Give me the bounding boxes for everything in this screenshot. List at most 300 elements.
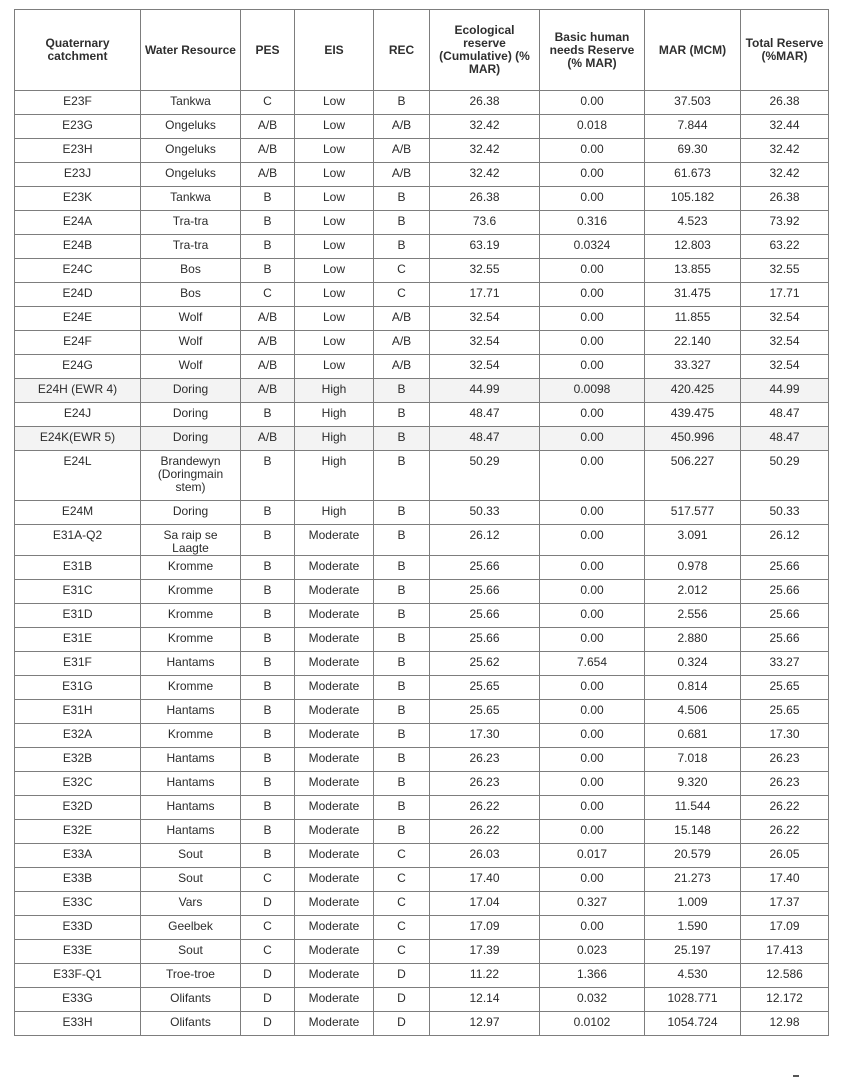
bhn-reserve-cell: 0.00 bbox=[540, 868, 645, 892]
ecological-reserve-cell: 32.42 bbox=[430, 163, 540, 187]
catchment-cell: E23G bbox=[15, 115, 141, 139]
ecological-reserve-cell: 25.66 bbox=[430, 556, 540, 580]
eis-cell: Moderate bbox=[295, 796, 374, 820]
ecological-reserve-cell: 25.65 bbox=[430, 700, 540, 724]
rec-cell: C bbox=[374, 283, 430, 307]
catchment-cell: E31B bbox=[15, 556, 141, 580]
mar-cell: 7.018 bbox=[645, 748, 741, 772]
ecological-reserve-cell: 48.47 bbox=[430, 403, 540, 427]
pes-cell: B bbox=[241, 820, 295, 844]
mar-cell: 37.503 bbox=[645, 91, 741, 115]
mar-cell: 12.803 bbox=[645, 235, 741, 259]
mar-cell: 33.327 bbox=[645, 355, 741, 379]
ecological-reserve-cell: 44.99 bbox=[430, 379, 540, 403]
eis-cell: High bbox=[295, 427, 374, 451]
total-reserve-cell: 25.66 bbox=[741, 556, 829, 580]
pes-cell: D bbox=[241, 964, 295, 988]
mar-cell: 439.475 bbox=[645, 403, 741, 427]
table-row bbox=[15, 772, 829, 796]
mar-cell: 22.140 bbox=[645, 331, 741, 355]
mar-cell: 9.320 bbox=[645, 772, 741, 796]
table-row bbox=[15, 427, 829, 451]
ecological-reserve-cell: 26.22 bbox=[430, 820, 540, 844]
eis-cell: Low bbox=[295, 307, 374, 331]
bhn-reserve-cell: 0.00 bbox=[540, 772, 645, 796]
mar-cell: 420.425 bbox=[645, 379, 741, 403]
mar-cell: 4.523 bbox=[645, 211, 741, 235]
water-resource-cell: Kromme bbox=[141, 676, 241, 700]
catchment-cell: E31G bbox=[15, 676, 141, 700]
table-row bbox=[15, 604, 829, 628]
pes-cell: B bbox=[241, 211, 295, 235]
total-reserve-cell: 25.66 bbox=[741, 604, 829, 628]
table-header bbox=[15, 10, 829, 91]
table-row bbox=[15, 501, 829, 525]
mar-cell: 3.091 bbox=[645, 525, 741, 556]
eis-cell: Moderate bbox=[295, 724, 374, 748]
water-resource-cell: Ongeluks bbox=[141, 139, 241, 163]
column-header-bhn-reserve: Basic human needs Reserve (% MAR) bbox=[540, 10, 645, 91]
water-resource-cell: Olifants bbox=[141, 1012, 241, 1036]
water-resource-cell: Kromme bbox=[141, 556, 241, 580]
eis-cell: Moderate bbox=[295, 772, 374, 796]
catchment-cell: E33A bbox=[15, 844, 141, 868]
mar-cell: 2.556 bbox=[645, 604, 741, 628]
catchment-cell: E24G bbox=[15, 355, 141, 379]
rec-cell: B bbox=[374, 604, 430, 628]
eis-cell: Moderate bbox=[295, 676, 374, 700]
table-row bbox=[15, 307, 829, 331]
bhn-reserve-cell: 0.00 bbox=[540, 580, 645, 604]
water-resource-cell: Hantams bbox=[141, 652, 241, 676]
total-reserve-cell: 25.66 bbox=[741, 580, 829, 604]
ecological-reserve-cell: 17.04 bbox=[430, 892, 540, 916]
mar-cell: 11.544 bbox=[645, 796, 741, 820]
eis-cell: Low bbox=[295, 91, 374, 115]
total-reserve-cell: 17.37 bbox=[741, 892, 829, 916]
eis-cell: Moderate bbox=[295, 652, 374, 676]
bhn-reserve-cell: 0.00 bbox=[540, 628, 645, 652]
mar-cell: 0.681 bbox=[645, 724, 741, 748]
catchment-cell: E24J bbox=[15, 403, 141, 427]
total-reserve-cell: 26.22 bbox=[741, 820, 829, 844]
bhn-reserve-cell: 0.327 bbox=[540, 892, 645, 916]
table-row bbox=[15, 91, 829, 115]
mar-cell: 31.475 bbox=[645, 283, 741, 307]
mar-cell: 105.182 bbox=[645, 187, 741, 211]
total-reserve-cell: 26.22 bbox=[741, 796, 829, 820]
mar-cell: 0.814 bbox=[645, 676, 741, 700]
total-reserve-cell: 48.47 bbox=[741, 403, 829, 427]
total-reserve-cell: 25.66 bbox=[741, 628, 829, 652]
catchment-cell: E23J bbox=[15, 163, 141, 187]
catchment-cell: E33G bbox=[15, 988, 141, 1012]
eis-cell: High bbox=[295, 403, 374, 427]
eis-cell: Moderate bbox=[295, 604, 374, 628]
rec-cell: B bbox=[374, 211, 430, 235]
column-header-mar: MAR (MCM) bbox=[645, 10, 741, 91]
eis-cell: Low bbox=[295, 163, 374, 187]
table-row bbox=[15, 115, 829, 139]
eis-cell: Low bbox=[295, 211, 374, 235]
table-row bbox=[15, 211, 829, 235]
bhn-reserve-cell: 0.00 bbox=[540, 403, 645, 427]
bhn-reserve-cell: 0.00 bbox=[540, 427, 645, 451]
eis-cell: Moderate bbox=[295, 940, 374, 964]
pes-cell: B bbox=[241, 580, 295, 604]
bhn-reserve-cell: 0.00 bbox=[540, 163, 645, 187]
rec-cell: A/B bbox=[374, 163, 430, 187]
reserve-table bbox=[14, 9, 829, 1036]
rec-cell: B bbox=[374, 796, 430, 820]
catchment-cell: E24A bbox=[15, 211, 141, 235]
rec-cell: B bbox=[374, 652, 430, 676]
column-header-total-reserve: Total Reserve (%MAR) bbox=[741, 10, 829, 91]
eis-cell: Moderate bbox=[295, 580, 374, 604]
eis-cell: Low bbox=[295, 187, 374, 211]
water-resource-cell: Hantams bbox=[141, 772, 241, 796]
bhn-reserve-cell: 0.00 bbox=[540, 331, 645, 355]
total-reserve-cell: 25.65 bbox=[741, 676, 829, 700]
mar-cell: 2.880 bbox=[645, 628, 741, 652]
column-header-pes: PES bbox=[241, 10, 295, 91]
table-row bbox=[15, 163, 829, 187]
eis-cell: Moderate bbox=[295, 1012, 374, 1036]
pes-cell: B bbox=[241, 844, 295, 868]
ecological-reserve-cell: 32.42 bbox=[430, 139, 540, 163]
catchment-cell: E31E bbox=[15, 628, 141, 652]
catchment-cell: E24H (EWR 4) bbox=[15, 379, 141, 403]
header-row bbox=[15, 10, 829, 91]
total-reserve-cell: 26.38 bbox=[741, 91, 829, 115]
catchment-cell: E31H bbox=[15, 700, 141, 724]
column-header-catchment: Quaternary catchment bbox=[15, 10, 141, 91]
total-reserve-cell: 17.413 bbox=[741, 940, 829, 964]
total-reserve-cell: 17.30 bbox=[741, 724, 829, 748]
pes-cell: B bbox=[241, 451, 295, 501]
total-reserve-cell: 12.586 bbox=[741, 964, 829, 988]
ecological-reserve-cell: 26.03 bbox=[430, 844, 540, 868]
total-reserve-cell: 26.05 bbox=[741, 844, 829, 868]
water-resource-cell: Wolf bbox=[141, 307, 241, 331]
total-reserve-cell: 17.71 bbox=[741, 283, 829, 307]
water-resource-cell: Wolf bbox=[141, 355, 241, 379]
rec-cell: B bbox=[374, 451, 430, 501]
pes-cell: B bbox=[241, 796, 295, 820]
ecological-reserve-cell: 50.33 bbox=[430, 501, 540, 525]
bhn-reserve-cell: 0.018 bbox=[540, 115, 645, 139]
pes-cell: C bbox=[241, 91, 295, 115]
pes-cell: A/B bbox=[241, 307, 295, 331]
ecological-reserve-cell: 50.29 bbox=[430, 451, 540, 501]
reserve-table-container bbox=[14, 9, 828, 1036]
bhn-reserve-cell: 0.00 bbox=[540, 700, 645, 724]
rec-cell: A/B bbox=[374, 307, 430, 331]
column-header-rec: REC bbox=[374, 10, 430, 91]
table-row bbox=[15, 628, 829, 652]
pes-cell: B bbox=[241, 525, 295, 556]
rec-cell: B bbox=[374, 724, 430, 748]
bhn-reserve-cell: 0.0098 bbox=[540, 379, 645, 403]
mar-cell: 69.30 bbox=[645, 139, 741, 163]
mar-cell: 61.673 bbox=[645, 163, 741, 187]
rec-cell: D bbox=[374, 964, 430, 988]
ecological-reserve-cell: 17.71 bbox=[430, 283, 540, 307]
table-row bbox=[15, 283, 829, 307]
total-reserve-cell: 26.38 bbox=[741, 187, 829, 211]
ecological-reserve-cell: 32.55 bbox=[430, 259, 540, 283]
bhn-reserve-cell: 0.00 bbox=[540, 676, 645, 700]
rec-cell: B bbox=[374, 580, 430, 604]
mar-cell: 0.978 bbox=[645, 556, 741, 580]
mar-cell: 517.577 bbox=[645, 501, 741, 525]
rec-cell: D bbox=[374, 1012, 430, 1036]
total-reserve-cell: 73.92 bbox=[741, 211, 829, 235]
eis-cell: Moderate bbox=[295, 844, 374, 868]
total-reserve-cell: 32.42 bbox=[741, 163, 829, 187]
mar-cell: 2.012 bbox=[645, 580, 741, 604]
rec-cell: C bbox=[374, 892, 430, 916]
column-header-ecological-reserve: Ecological reserve (Cumulative) (% MAR) bbox=[430, 10, 540, 91]
mar-cell: 25.197 bbox=[645, 940, 741, 964]
catchment-cell: E32C bbox=[15, 772, 141, 796]
table-row bbox=[15, 355, 829, 379]
total-reserve-cell: 26.23 bbox=[741, 772, 829, 796]
catchment-cell: E24K(EWR 5) bbox=[15, 427, 141, 451]
pes-cell: B bbox=[241, 652, 295, 676]
pes-cell: A/B bbox=[241, 331, 295, 355]
catchment-cell: E23K bbox=[15, 187, 141, 211]
water-resource-cell: Kromme bbox=[141, 628, 241, 652]
mar-cell: 7.844 bbox=[645, 115, 741, 139]
pes-cell: B bbox=[241, 501, 295, 525]
rec-cell: C bbox=[374, 844, 430, 868]
table-row bbox=[15, 556, 829, 580]
ecological-reserve-cell: 26.38 bbox=[430, 187, 540, 211]
eis-cell: Moderate bbox=[295, 892, 374, 916]
ecological-reserve-cell: 25.65 bbox=[430, 676, 540, 700]
ecological-reserve-cell: 32.54 bbox=[430, 331, 540, 355]
catchment-cell: E23H bbox=[15, 139, 141, 163]
water-resource-cell: Ongeluks bbox=[141, 115, 241, 139]
eis-cell: Low bbox=[295, 283, 374, 307]
water-resource-cell: Hantams bbox=[141, 820, 241, 844]
mar-cell: 20.579 bbox=[645, 844, 741, 868]
table-row bbox=[15, 748, 829, 772]
table-row bbox=[15, 676, 829, 700]
pes-cell: B bbox=[241, 235, 295, 259]
ecological-reserve-cell: 26.12 bbox=[430, 525, 540, 556]
water-resource-cell: Sout bbox=[141, 844, 241, 868]
total-reserve-cell: 17.40 bbox=[741, 868, 829, 892]
table-row bbox=[15, 988, 829, 1012]
water-resource-cell: Kromme bbox=[141, 604, 241, 628]
table-row bbox=[15, 451, 829, 501]
column-header-water-resource: Water Resource bbox=[141, 10, 241, 91]
total-reserve-cell: 26.23 bbox=[741, 748, 829, 772]
catchment-cell: E24D bbox=[15, 283, 141, 307]
ecological-reserve-cell: 17.39 bbox=[430, 940, 540, 964]
bhn-reserve-cell: 0.00 bbox=[540, 525, 645, 556]
eis-cell: Low bbox=[295, 355, 374, 379]
eis-cell: Moderate bbox=[295, 964, 374, 988]
table-row bbox=[15, 525, 829, 556]
water-resource-cell: Kromme bbox=[141, 724, 241, 748]
pes-cell: B bbox=[241, 772, 295, 796]
water-resource-cell: Tra-tra bbox=[141, 235, 241, 259]
water-resource-cell: Hantams bbox=[141, 796, 241, 820]
ecological-reserve-cell: 26.38 bbox=[430, 91, 540, 115]
bhn-reserve-cell: 1.366 bbox=[540, 964, 645, 988]
mar-cell: 506.227 bbox=[645, 451, 741, 501]
water-resource-cell: Doring bbox=[141, 403, 241, 427]
rec-cell: A/B bbox=[374, 115, 430, 139]
water-resource-cell: Wolf bbox=[141, 331, 241, 355]
pes-cell: C bbox=[241, 940, 295, 964]
ecological-reserve-cell: 12.14 bbox=[430, 988, 540, 1012]
ecological-reserve-cell: 17.09 bbox=[430, 916, 540, 940]
table-row bbox=[15, 724, 829, 748]
water-resource-cell: Doring bbox=[141, 379, 241, 403]
rec-cell: B bbox=[374, 187, 430, 211]
mar-cell: 15.148 bbox=[645, 820, 741, 844]
rec-cell: B bbox=[374, 235, 430, 259]
bhn-reserve-cell: 0.00 bbox=[540, 283, 645, 307]
rec-cell: C bbox=[374, 916, 430, 940]
mar-cell: 4.530 bbox=[645, 964, 741, 988]
pes-cell: D bbox=[241, 892, 295, 916]
bhn-reserve-cell: 0.0324 bbox=[540, 235, 645, 259]
rec-cell: B bbox=[374, 748, 430, 772]
bhn-reserve-cell: 0.00 bbox=[540, 259, 645, 283]
bhn-reserve-cell: 0.00 bbox=[540, 355, 645, 379]
water-resource-cell: Doring bbox=[141, 501, 241, 525]
rec-cell: A/B bbox=[374, 355, 430, 379]
table-row bbox=[15, 868, 829, 892]
rec-cell: B bbox=[374, 628, 430, 652]
pes-cell: B bbox=[241, 604, 295, 628]
catchment-cell: E24E bbox=[15, 307, 141, 331]
bhn-reserve-cell: 0.00 bbox=[540, 451, 645, 501]
ecological-reserve-cell: 25.62 bbox=[430, 652, 540, 676]
water-resource-cell: Ongeluks bbox=[141, 163, 241, 187]
total-reserve-cell: 32.42 bbox=[741, 139, 829, 163]
ecological-reserve-cell: 73.6 bbox=[430, 211, 540, 235]
table-row bbox=[15, 403, 829, 427]
bhn-reserve-cell: 0.00 bbox=[540, 916, 645, 940]
bhn-reserve-cell: 0.00 bbox=[540, 91, 645, 115]
mar-cell: 4.506 bbox=[645, 700, 741, 724]
pes-cell: B bbox=[241, 259, 295, 283]
mar-cell: 1.590 bbox=[645, 916, 741, 940]
mar-cell: 450.996 bbox=[645, 427, 741, 451]
table-row bbox=[15, 700, 829, 724]
table-row bbox=[15, 331, 829, 355]
catchment-cell: E32B bbox=[15, 748, 141, 772]
eis-cell: Low bbox=[295, 235, 374, 259]
rec-cell: B bbox=[374, 700, 430, 724]
ecological-reserve-cell: 11.22 bbox=[430, 964, 540, 988]
page-mark bbox=[793, 1075, 799, 1077]
catchment-cell: E31F bbox=[15, 652, 141, 676]
total-reserve-cell: 25.65 bbox=[741, 700, 829, 724]
water-resource-cell: Brandewyn (Doringmain stem) bbox=[141, 451, 241, 501]
rec-cell: A/B bbox=[374, 331, 430, 355]
table-row bbox=[15, 916, 829, 940]
pes-cell: A/B bbox=[241, 355, 295, 379]
ecological-reserve-cell: 12.97 bbox=[430, 1012, 540, 1036]
total-reserve-cell: 32.54 bbox=[741, 355, 829, 379]
rec-cell: C bbox=[374, 940, 430, 964]
bhn-reserve-cell: 0.0102 bbox=[540, 1012, 645, 1036]
catchment-cell: E31C bbox=[15, 580, 141, 604]
pes-cell: B bbox=[241, 748, 295, 772]
table-row bbox=[15, 187, 829, 211]
catchment-cell: E24L bbox=[15, 451, 141, 501]
water-resource-cell: Olifants bbox=[141, 988, 241, 1012]
catchment-cell: E24B bbox=[15, 235, 141, 259]
table-row bbox=[15, 139, 829, 163]
pes-cell: B bbox=[241, 676, 295, 700]
ecological-reserve-cell: 26.23 bbox=[430, 772, 540, 796]
mar-cell: 21.273 bbox=[645, 868, 741, 892]
ecological-reserve-cell: 63.19 bbox=[430, 235, 540, 259]
pes-cell: C bbox=[241, 283, 295, 307]
table-row bbox=[15, 964, 829, 988]
pes-cell: B bbox=[241, 187, 295, 211]
water-resource-cell: Troe-troe bbox=[141, 964, 241, 988]
bhn-reserve-cell: 0.023 bbox=[540, 940, 645, 964]
rec-cell: B bbox=[374, 676, 430, 700]
ecological-reserve-cell: 48.47 bbox=[430, 427, 540, 451]
bhn-reserve-cell: 0.00 bbox=[540, 307, 645, 331]
eis-cell: Low bbox=[295, 139, 374, 163]
water-resource-cell: Sout bbox=[141, 940, 241, 964]
rec-cell: C bbox=[374, 868, 430, 892]
pes-cell: D bbox=[241, 1012, 295, 1036]
water-resource-cell: Tra-tra bbox=[141, 211, 241, 235]
total-reserve-cell: 32.55 bbox=[741, 259, 829, 283]
water-resource-cell: Sout bbox=[141, 868, 241, 892]
bhn-reserve-cell: 0.00 bbox=[540, 796, 645, 820]
water-resource-cell: Hantams bbox=[141, 700, 241, 724]
bhn-reserve-cell: 0.00 bbox=[540, 187, 645, 211]
catchment-cell: E32A bbox=[15, 724, 141, 748]
catchment-cell: E31A-Q2 bbox=[15, 525, 141, 556]
pes-cell: A/B bbox=[241, 163, 295, 187]
eis-cell: Low bbox=[295, 259, 374, 283]
rec-cell: D bbox=[374, 988, 430, 1012]
water-resource-cell: Geelbek bbox=[141, 916, 241, 940]
water-resource-cell: Tankwa bbox=[141, 187, 241, 211]
eis-cell: Low bbox=[295, 115, 374, 139]
mar-cell: 1028.771 bbox=[645, 988, 741, 1012]
ecological-reserve-cell: 17.30 bbox=[430, 724, 540, 748]
water-resource-cell: Bos bbox=[141, 259, 241, 283]
pes-cell: B bbox=[241, 700, 295, 724]
eis-cell: High bbox=[295, 379, 374, 403]
catchment-cell: E33H bbox=[15, 1012, 141, 1036]
eis-cell: Moderate bbox=[295, 556, 374, 580]
eis-cell: High bbox=[295, 451, 374, 501]
water-resource-cell: Kromme bbox=[141, 580, 241, 604]
total-reserve-cell: 32.44 bbox=[741, 115, 829, 139]
water-resource-cell: Bos bbox=[141, 283, 241, 307]
rec-cell: B bbox=[374, 403, 430, 427]
rec-cell: B bbox=[374, 772, 430, 796]
table-row bbox=[15, 259, 829, 283]
eis-cell: Moderate bbox=[295, 700, 374, 724]
